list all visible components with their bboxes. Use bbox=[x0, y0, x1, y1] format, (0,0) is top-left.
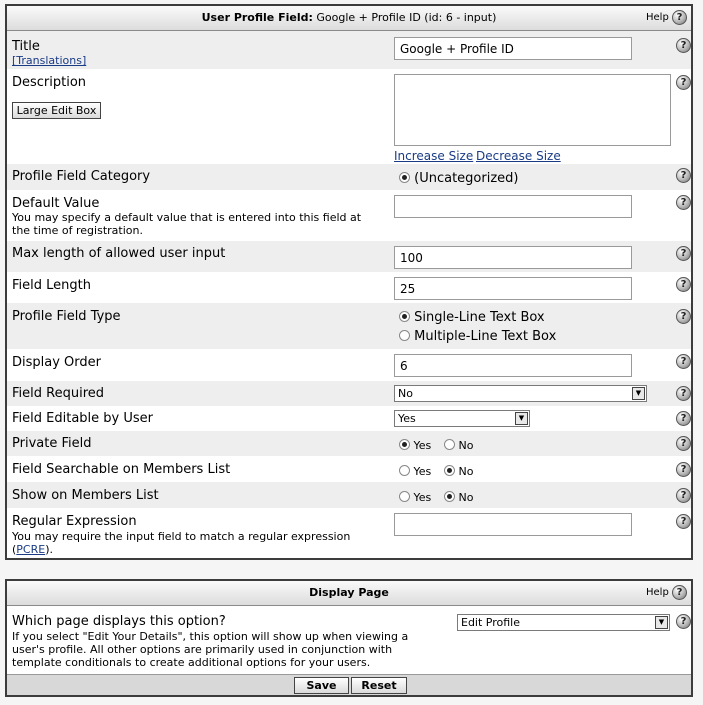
private-yes-radio[interactable] bbox=[399, 439, 410, 450]
regex-label: Regular Expression bbox=[12, 514, 137, 529]
large-edit-box-button[interactable]: Large Edit Box bbox=[12, 102, 101, 119]
help-icon[interactable]: ? bbox=[676, 277, 691, 292]
header-field-name: Google + Profile ID (id: 6 - input) bbox=[316, 11, 497, 24]
save-button[interactable]: Save bbox=[294, 677, 349, 694]
display-page-value: Edit Profile bbox=[461, 616, 521, 629]
help-icon[interactable]: ? bbox=[676, 488, 691, 503]
category-option[interactable] bbox=[399, 171, 518, 187]
searchable-label: Field Searchable on Members List bbox=[12, 462, 231, 477]
searchable-yes-label: Yes bbox=[413, 465, 432, 478]
private-field-label: Private Field bbox=[12, 436, 92, 451]
private-yes-label: Yes bbox=[413, 439, 432, 452]
row-description bbox=[7, 69, 691, 164]
row-display-page bbox=[7, 606, 691, 674]
row-display-order bbox=[7, 349, 691, 381]
help-icon[interactable]: ? bbox=[676, 514, 691, 529]
help-icon[interactable]: ? bbox=[676, 246, 691, 261]
row-max-length bbox=[7, 241, 691, 272]
regex-hint bbox=[12, 530, 387, 556]
increase-size-link[interactable]: Increase Size bbox=[394, 149, 474, 163]
description-textarea[interactable] bbox=[394, 74, 671, 146]
profile-field-panel bbox=[5, 4, 693, 560]
title-input[interactable] bbox=[394, 37, 632, 60]
chevron-down-icon[interactable]: ▼ bbox=[515, 412, 528, 425]
help-icon[interactable]: ? bbox=[676, 386, 691, 401]
regex-hint-text: You may require the input field to match a regular expression bbox=[12, 530, 351, 543]
display-order-input[interactable] bbox=[394, 354, 632, 377]
description-label: Description bbox=[12, 75, 87, 90]
row-category bbox=[7, 164, 691, 190]
searchable-no-label: No bbox=[458, 465, 474, 478]
display-page-panel bbox=[5, 579, 693, 697]
row-private-field bbox=[7, 431, 691, 456]
show-yes-radio[interactable] bbox=[399, 491, 410, 502]
help-icon[interactable]: ? bbox=[676, 75, 691, 90]
header-prefix: User Profile Field: bbox=[201, 11, 313, 24]
field-type-option-single[interactable] bbox=[399, 310, 545, 326]
default-value-label: Default Value bbox=[12, 196, 100, 211]
chevron-down-icon[interactable]: ▼ bbox=[655, 616, 668, 629]
regex-input[interactable] bbox=[394, 513, 632, 536]
show-no-label: No bbox=[458, 491, 474, 504]
help-icon[interactable]: ? bbox=[676, 411, 691, 426]
display-page-question: Which page displays this option? bbox=[12, 614, 226, 629]
max-length-input[interactable] bbox=[394, 246, 632, 269]
field-required-label: Field Required bbox=[12, 386, 104, 401]
category-option-label: (Uncategorized) bbox=[414, 171, 519, 186]
help-link[interactable] bbox=[646, 9, 687, 27]
row-title bbox=[7, 31, 691, 69]
single-line-label: Single-Line Text Box bbox=[414, 310, 545, 325]
panel-header bbox=[7, 581, 691, 606]
title-label: Title bbox=[12, 39, 40, 54]
multiple-line-radio[interactable] bbox=[399, 330, 410, 341]
field-editable-select[interactable] bbox=[394, 410, 530, 427]
row-field-length bbox=[7, 272, 691, 303]
reset-button[interactable]: Reset bbox=[351, 677, 407, 694]
row-searchable bbox=[7, 456, 691, 482]
searchable-yes-radio[interactable] bbox=[399, 465, 410, 476]
field-length-input[interactable] bbox=[394, 277, 632, 300]
pcre-link[interactable]: PCRE bbox=[16, 543, 46, 556]
show-no-radio[interactable] bbox=[444, 491, 455, 502]
display-page-select[interactable] bbox=[457, 614, 670, 631]
default-value-hint: You may specify a default value that is entered into this field at the time of registration. bbox=[12, 211, 362, 237]
field-editable-value: Yes bbox=[398, 412, 416, 425]
field-required-value: No bbox=[398, 387, 413, 400]
help-icon[interactable]: ? bbox=[672, 10, 687, 25]
field-length-label: Field Length bbox=[12, 278, 91, 293]
show-on-list-label: Show on Members List bbox=[12, 488, 159, 503]
max-length-label: Max length of allowed user input bbox=[12, 246, 226, 261]
private-no-radio[interactable] bbox=[444, 439, 455, 450]
decrease-size-link[interactable]: Decrease Size bbox=[476, 149, 561, 163]
category-radio[interactable] bbox=[399, 172, 410, 183]
help-icon[interactable]: ? bbox=[676, 309, 691, 324]
chevron-down-icon[interactable]: ▼ bbox=[632, 387, 645, 400]
show-no-option[interactable] bbox=[444, 490, 473, 506]
help-icon[interactable]: ? bbox=[676, 436, 691, 451]
help-icon[interactable]: ? bbox=[676, 354, 691, 369]
private-no-label: No bbox=[458, 439, 474, 452]
row-field-required bbox=[7, 381, 691, 406]
help-icon[interactable]: ? bbox=[676, 38, 691, 53]
panel-header bbox=[7, 6, 691, 31]
help-label: Help bbox=[646, 12, 669, 23]
help-icon[interactable]: ? bbox=[676, 614, 691, 629]
regex-paren-open: ( bbox=[12, 543, 17, 556]
row-default-value bbox=[7, 190, 691, 241]
help-link[interactable] bbox=[646, 584, 687, 602]
row-field-type bbox=[7, 303, 691, 349]
display-order-label: Display Order bbox=[12, 355, 101, 370]
field-type-label: Profile Field Type bbox=[12, 309, 121, 324]
help-icon[interactable]: ? bbox=[676, 195, 691, 210]
show-yes-label: Yes bbox=[413, 491, 432, 504]
regex-paren-close: ). bbox=[45, 543, 54, 556]
help-icon[interactable]: ? bbox=[676, 462, 691, 477]
show-yes-option[interactable] bbox=[399, 490, 431, 506]
row-regex bbox=[7, 508, 691, 558]
category-label: Profile Field Category bbox=[12, 169, 151, 184]
default-value-input[interactable] bbox=[394, 195, 632, 218]
field-required-select[interactable] bbox=[394, 385, 647, 402]
display-page-hint: If you select "Edit Your Details", this option will show up when viewing a user's profile. All other options are primarily used in conjunction with template conditionals to create additional options for your users. bbox=[12, 630, 409, 669]
display-page-title: Display Page bbox=[309, 586, 389, 599]
help-icon[interactable]: ? bbox=[676, 168, 691, 183]
private-no-option[interactable] bbox=[444, 438, 473, 454]
field-type-option-multiple[interactable] bbox=[399, 329, 556, 345]
row-field-editable bbox=[7, 406, 691, 431]
translations-link[interactable]: [Translations] bbox=[12, 54, 87, 67]
form-footer bbox=[7, 674, 691, 695]
help-icon[interactable]: ? bbox=[672, 585, 687, 600]
searchable-yes-option[interactable] bbox=[399, 464, 431, 480]
field-editable-label: Field Editable by User bbox=[12, 411, 153, 426]
private-yes-option[interactable] bbox=[399, 438, 431, 454]
multiple-line-label: Multiple-Line Text Box bbox=[414, 329, 557, 344]
row-show-on-list bbox=[7, 482, 691, 508]
searchable-no-radio[interactable] bbox=[444, 465, 455, 476]
searchable-no-option[interactable] bbox=[444, 464, 473, 480]
single-line-radio[interactable] bbox=[399, 311, 410, 322]
help-label: Help bbox=[646, 587, 669, 598]
